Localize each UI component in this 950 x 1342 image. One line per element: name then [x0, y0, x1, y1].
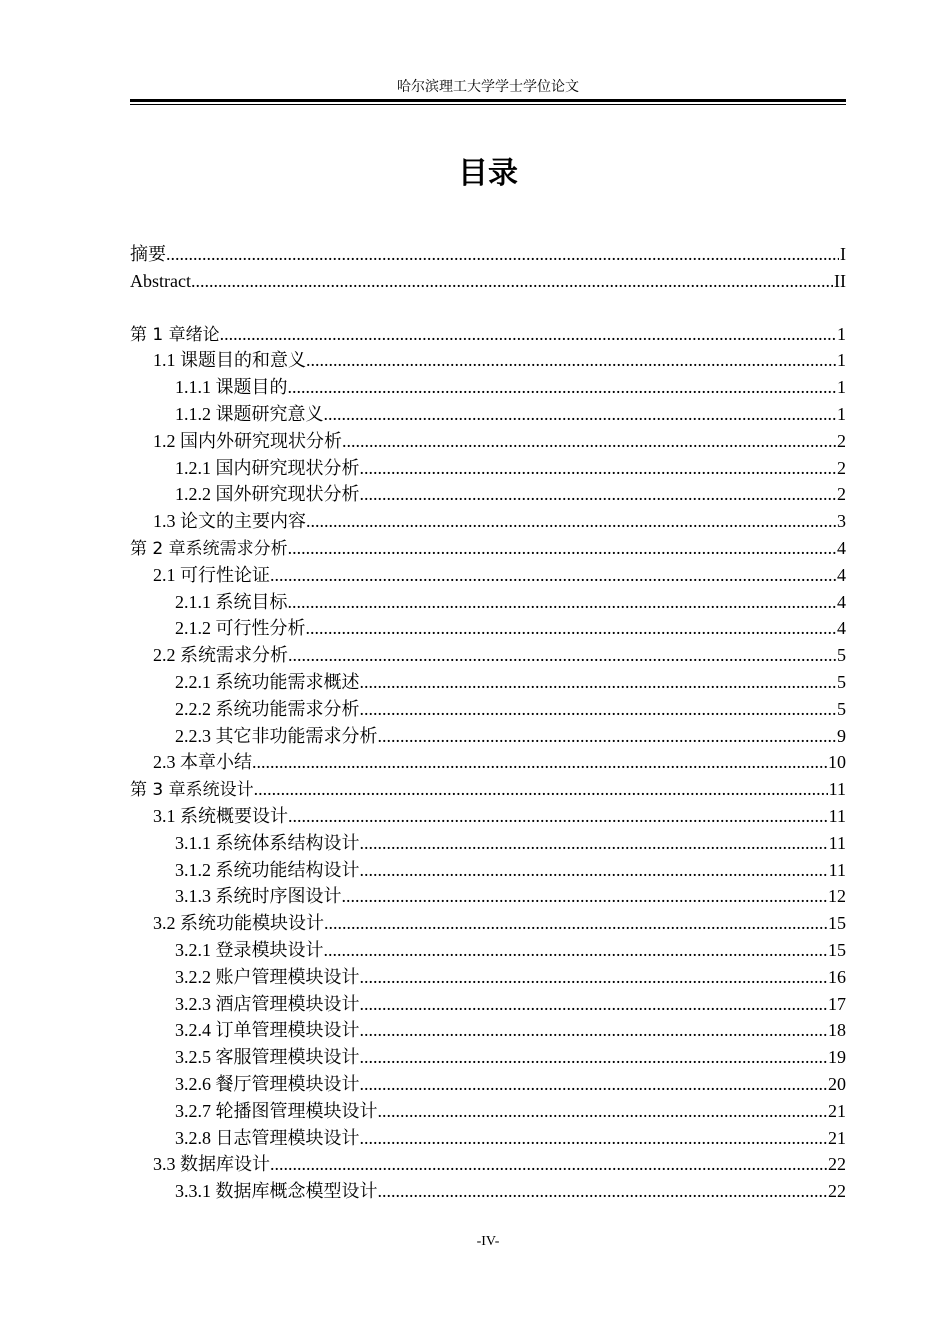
toc-entry[interactable]: [130, 910, 846, 937]
table-of-contents: [130, 241, 846, 1205]
toc-dot-leader: [270, 1151, 827, 1178]
toc-entry-page: 22: [828, 1181, 846, 1202]
toc-dot-leader: [360, 964, 828, 991]
toc-entry-label: 3.3 数据库设计: [153, 1154, 270, 1175]
toc-entry-page: 21: [828, 1100, 846, 1121]
toc-entry-label: 3.2.4 订单管理模块设计: [175, 1020, 360, 1041]
toc-dot-leader: [288, 374, 837, 401]
toc-entry-page: 18: [828, 1020, 846, 1041]
toc-entry-label: 3.2.6 餐厅管理模块设计: [175, 1073, 360, 1094]
header-rule-thin: [130, 104, 846, 105]
toc-dot-leader: [360, 481, 837, 508]
toc-entry[interactable]: [130, 455, 846, 482]
toc-entry[interactable]: [130, 241, 846, 268]
toc-entry-label: 2.2 系统需求分析: [153, 645, 288, 666]
toc-entry[interactable]: [130, 964, 846, 991]
toc-dot-leader: [252, 749, 827, 776]
toc-dot-leader: [360, 830, 828, 857]
toc-entry-page: 9: [837, 725, 846, 746]
toc-dot-leader: [254, 776, 828, 803]
toc-entry-label: 3.1.2 系统功能结构设计: [175, 859, 360, 880]
toc-entry-label: 1.1.1 课题目的: [175, 377, 288, 398]
toc-entry[interactable]: [130, 347, 846, 374]
toc-entry-page: I: [840, 244, 846, 264]
toc-entries: [130, 321, 846, 1205]
toc-entry-page: 15: [828, 913, 846, 934]
toc-entry-page: 5: [837, 698, 846, 719]
toc-entry-page: 4: [837, 591, 846, 612]
toc-entry-page: 3: [837, 511, 846, 532]
toc-entry[interactable]: [130, 401, 846, 428]
toc-entry[interactable]: [130, 857, 846, 884]
toc-entry[interactable]: [130, 937, 846, 964]
toc-entry-page: 11: [828, 805, 846, 826]
toc-front-matter: [130, 241, 846, 295]
toc-dot-leader: [166, 241, 839, 268]
toc-entry[interactable]: [130, 749, 846, 776]
toc-dot-leader: [378, 723, 837, 750]
toc-dot-leader: [360, 991, 828, 1018]
toc-entry-page: 15: [828, 939, 846, 960]
toc-dot-leader: [360, 1071, 828, 1098]
toc-entry[interactable]: [130, 642, 846, 669]
toc-entry[interactable]: [130, 803, 846, 830]
toc-entry-label: 3.1 系统概要设计: [153, 805, 288, 826]
toc-entry-label: 第 3 章系统设计: [130, 780, 254, 801]
toc-entry[interactable]: [130, 508, 846, 535]
toc-entry-label: 3.1.3 系统时序图设计: [175, 886, 342, 907]
toc-dot-leader: [288, 803, 828, 830]
toc-entry-page: 16: [828, 966, 846, 987]
toc-entry-label: 3.2.5 客服管理模块设计: [175, 1047, 360, 1068]
toc-dot-leader: [306, 508, 836, 535]
toc-dot-leader: [360, 1044, 828, 1071]
toc-entry[interactable]: [130, 589, 846, 616]
toc-entry[interactable]: [130, 535, 846, 562]
toc-entry-label: 3.2.1 登录模块设计: [175, 939, 324, 960]
toc-entry-page: 4: [837, 537, 846, 558]
toc-dot-leader: [288, 589, 837, 616]
page-number: -IV-: [476, 1234, 500, 1249]
toc-entry-page: 1: [837, 377, 846, 398]
toc-entry-page: 11: [828, 779, 846, 800]
toc-entry-page: II: [834, 270, 846, 291]
toc-entry[interactable]: [130, 696, 846, 723]
toc-dot-leader: [324, 910, 827, 937]
toc-dot-leader: [324, 401, 837, 428]
toc-dot-leader: [220, 321, 836, 348]
toc-entry-label: 第 2 章系统需求分析: [130, 538, 288, 559]
toc-entry-page: 5: [837, 671, 846, 692]
toc-dot-leader: [288, 642, 836, 669]
toc-entry-page: 21: [828, 1127, 846, 1148]
toc-entry[interactable]: [130, 321, 846, 348]
toc-entry-label: 3.3.1 数据库概念模型设计: [175, 1181, 378, 1202]
toc-entry-label: 第 1 章绪论: [130, 324, 220, 345]
toc-entry-label: 2.2.1 系统功能需求概述: [175, 671, 360, 692]
toc-entry-label: 3.2.8 日志管理模块设计: [175, 1127, 360, 1148]
toc-dot-leader: [342, 428, 836, 455]
toc-dot-leader: [360, 696, 837, 723]
toc-entry-label: 1.2.1 国内研究现状分析: [175, 457, 360, 478]
toc-entry-label: 1.3 论文的主要内容: [153, 511, 306, 532]
toc-dot-leader: [342, 883, 828, 910]
toc-entry-page: 2: [837, 457, 846, 478]
toc-dot-leader: [288, 535, 836, 562]
toc-entry-page: 4: [837, 564, 846, 585]
toc-dot-leader: [324, 937, 828, 964]
toc-dot-leader: [360, 455, 837, 482]
toc-title: 目录: [458, 156, 518, 191]
toc-dot-leader: [306, 347, 836, 374]
toc-entry-label: Abstract: [130, 270, 191, 291]
toc-entry-label: 2.1.2 可行性分析: [175, 618, 306, 639]
toc-entry-label: 3.1.1 系统体系结构设计: [175, 832, 360, 853]
toc-entry-label: 1.2.2 国外研究现状分析: [175, 484, 360, 505]
toc-dot-leader: [360, 1017, 828, 1044]
toc-entry-page: 1: [837, 323, 846, 344]
toc-entry-page: 19: [828, 1047, 846, 1068]
toc-entry-label: 2.2.3 其它非功能需求分析: [175, 725, 378, 746]
toc-entry[interactable]: [130, 1098, 846, 1125]
toc-entry-page: 2: [837, 430, 846, 451]
toc-spacer: [130, 295, 846, 321]
toc-entry-label: 2.3 本章小结: [153, 752, 252, 773]
toc-entry[interactable]: [130, 669, 846, 696]
toc-dot-leader: [306, 615, 837, 642]
toc-entry-label: 1.1 课题目的和意义: [153, 350, 306, 371]
toc-entry-page: 1: [837, 350, 846, 371]
toc-entry[interactable]: [130, 562, 846, 589]
toc-dot-leader: [360, 1125, 828, 1152]
toc-entry[interactable]: [130, 615, 846, 642]
toc-entry-label: 2.2.2 系统功能需求分析: [175, 698, 360, 719]
toc-entry[interactable]: [130, 776, 846, 803]
toc-entry-page: 12: [828, 886, 846, 907]
toc-entry[interactable]: [130, 268, 846, 295]
page-header: 哈尔滨理工大学学士学位论文: [397, 80, 579, 95]
toc-entry-label: 2.1 可行性论证: [153, 564, 270, 585]
toc-entry-page: 17: [828, 993, 846, 1014]
toc-entry-page: 2: [837, 484, 846, 505]
toc-dot-leader: [360, 857, 828, 884]
toc-entry[interactable]: [130, 1125, 846, 1152]
toc-entry[interactable]: [130, 1071, 846, 1098]
toc-entry[interactable]: [130, 883, 846, 910]
toc-entry-page: 22: [828, 1154, 846, 1175]
toc-entry-label: 摘要: [130, 244, 166, 264]
toc-entry-label: 3.2.2 账户管理模块设计: [175, 966, 360, 987]
toc-entry-label: 3.2.7 轮播图管理模块设计: [175, 1100, 378, 1121]
toc-entry-label: 1.1.2 课题研究意义: [175, 403, 324, 424]
toc-dot-leader: [191, 268, 833, 295]
toc-entry-page: 5: [837, 645, 846, 666]
toc-entry[interactable]: [130, 1178, 846, 1205]
toc-dot-leader: [270, 562, 836, 589]
toc-entry-label: 3.2 系统功能模块设计: [153, 913, 324, 934]
toc-entry[interactable]: [130, 830, 846, 857]
toc-entry[interactable]: [130, 1044, 846, 1071]
toc-entry[interactable]: [130, 1151, 846, 1178]
toc-dot-leader: [360, 669, 837, 696]
toc-dot-leader: [378, 1098, 828, 1125]
toc-entry-page: 11: [828, 859, 846, 880]
toc-entry-page: 1: [837, 403, 846, 424]
toc-entry[interactable]: [130, 723, 846, 750]
toc-dot-leader: [378, 1178, 828, 1205]
toc-entry[interactable]: [130, 991, 846, 1018]
toc-entry-page: 11: [828, 832, 846, 853]
toc-entry[interactable]: [130, 481, 846, 508]
toc-entry[interactable]: [130, 1017, 846, 1044]
toc-entry[interactable]: [130, 374, 846, 401]
toc-entry-page: 10: [828, 752, 846, 773]
toc-entry[interactable]: [130, 428, 846, 455]
toc-entry-page: 20: [828, 1073, 846, 1094]
toc-entry-label: 2.1.1 系统目标: [175, 591, 288, 612]
header-rule-thick: [130, 99, 846, 102]
toc-entry-label: 3.2.3 酒店管理模块设计: [175, 993, 360, 1014]
toc-entry-label: 1.2 国内外研究现状分析: [153, 430, 342, 451]
toc-entry-page: 4: [837, 618, 846, 639]
